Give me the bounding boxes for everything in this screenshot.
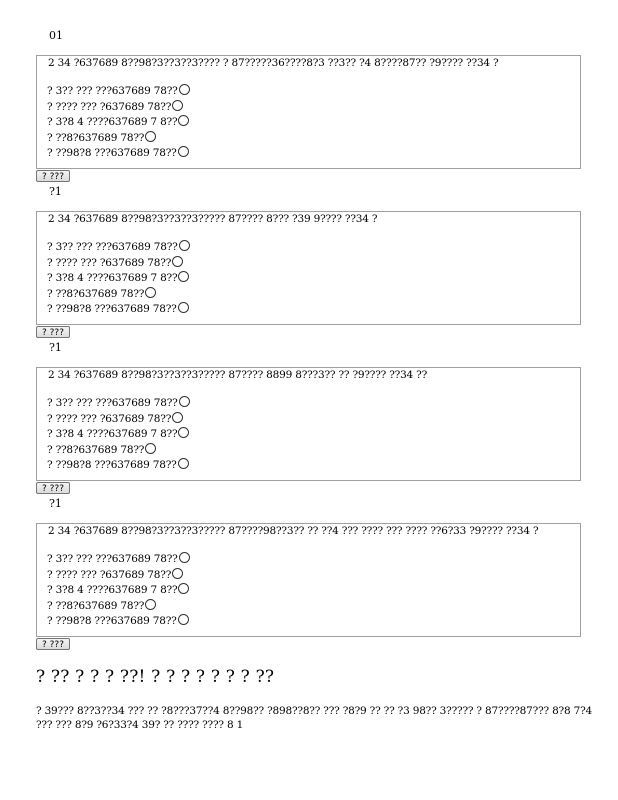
- results-text: ? 39??? 8??3??34 ??? ?? ?8???37??4 8??98?? ?898??8?? ??? ?8?9 ?? ?? ?3 98?? 3????? ? 87????87??? 8?8 7?4 ??? ??? 8?9 ?6?33?4 39? ?? ???? ???? 8 1: [36, 705, 592, 731]
- option-label: ? ???? ??? ?637689 78??: [47, 256, 172, 269]
- option-label: ? ??98?8 ???637689 78??: [47, 147, 177, 159]
- radio-button[interactable]: [178, 146, 189, 157]
- option-label: ? 3?8 4 ????637689 7 8??: [47, 584, 178, 596]
- option-item[interactable]: [47, 427, 190, 443]
- radio-button[interactable]: [179, 240, 190, 251]
- results-heading: ? ?? ? ? ? ??! ? ? ? ? ? ? ? ??: [36, 667, 275, 687]
- options-list: [47, 240, 190, 318]
- question-counter: ?1: [49, 341, 62, 354]
- radio-button[interactable]: [179, 552, 190, 563]
- option-item[interactable]: [47, 412, 190, 428]
- option-label: ? ??98?8 ???637689 78??: [47, 459, 177, 471]
- option-label: ? 3?? ??? ???637689 78??: [47, 241, 178, 253]
- option-item[interactable]: [47, 458, 190, 474]
- option-item[interactable]: [47, 256, 190, 272]
- option-item[interactable]: [47, 84, 190, 100]
- option-label: ? 3?8 4 ????637689 7 8??: [47, 272, 178, 284]
- option-label: ? ??8?637689 78??: [47, 443, 145, 456]
- option-label: ? ??8?637689 78??: [47, 287, 145, 300]
- submit-button[interactable]: ? ???: [36, 170, 70, 182]
- option-label: ? ???? ??? ?637689 78??: [47, 412, 172, 425]
- question-counter: ?1: [49, 185, 62, 198]
- question-box: [36, 523, 581, 637]
- option-label: ? 3?8 4 ????637689 7 8??: [47, 116, 178, 128]
- radio-button[interactable]: [178, 614, 189, 625]
- question-text: 2 34 ?637689 8??98?3??3??3???? ? 87?????36????8?3 ??3?? ?4 8????87?? ?9???? ??34 ?: [48, 57, 499, 69]
- option-item[interactable]: [47, 271, 190, 287]
- radio-button[interactable]: [145, 443, 156, 454]
- option-item[interactable]: [47, 131, 190, 147]
- radio-button[interactable]: [172, 256, 183, 267]
- radio-button[interactable]: [178, 427, 189, 438]
- option-item[interactable]: [47, 552, 190, 568]
- option-item[interactable]: [47, 599, 190, 615]
- option-item[interactable]: [47, 302, 190, 318]
- question-counter: ?1: [49, 497, 62, 510]
- option-item[interactable]: [47, 146, 190, 162]
- options-list: [47, 84, 190, 162]
- radio-button[interactable]: [172, 568, 183, 579]
- option-label: ? ??8?637689 78??: [47, 599, 145, 612]
- question-text: 2 34 ?637689 8??98?3??3??3????? 87???? 8??? ?39 9???? ??34 ?: [48, 213, 378, 225]
- option-item[interactable]: [47, 287, 190, 303]
- radio-button[interactable]: [145, 599, 156, 610]
- option-item[interactable]: [47, 240, 190, 256]
- submit-button[interactable]: ? ???: [36, 638, 70, 650]
- question-box: [36, 55, 581, 169]
- option-item[interactable]: [47, 396, 190, 412]
- option-item[interactable]: [47, 568, 190, 584]
- submit-button[interactable]: ? ???: [36, 326, 70, 338]
- option-label: ? 3?8 4 ????637689 7 8??: [47, 428, 178, 440]
- option-item[interactable]: [47, 583, 190, 599]
- option-label: ? ???? ??? ?637689 78??: [47, 568, 172, 581]
- radio-button[interactable]: [179, 84, 190, 95]
- question-box: [36, 211, 581, 325]
- option-label: ? 3?? ??? ???637689 78??: [47, 85, 178, 97]
- radio-button[interactable]: [178, 458, 189, 469]
- page-top-label: 01: [49, 29, 63, 42]
- radio-button[interactable]: [179, 396, 190, 407]
- option-label: ? ??98?8 ???637689 78??: [47, 303, 177, 315]
- radio-button[interactable]: [172, 100, 183, 111]
- radio-button[interactable]: [178, 302, 189, 313]
- radio-button[interactable]: [145, 131, 156, 142]
- option-item[interactable]: [47, 443, 190, 459]
- option-item[interactable]: [47, 614, 190, 630]
- radio-button[interactable]: [178, 271, 189, 282]
- submit-button[interactable]: ? ???: [36, 482, 70, 494]
- radio-button[interactable]: [172, 412, 183, 423]
- radio-button[interactable]: [145, 287, 156, 298]
- options-list: [47, 552, 190, 630]
- option-item[interactable]: [47, 100, 190, 116]
- radio-button[interactable]: [178, 115, 189, 126]
- question-box: [36, 367, 581, 481]
- option-label: ? ??8?637689 78??: [47, 131, 145, 144]
- option-label: ? ???? ??? ?637689 78??: [47, 100, 172, 113]
- question-text: 2 34 ?637689 8??98?3??3??3????? 87???? 8899 8???3?? ?? ?9???? ??34 ??: [48, 369, 428, 381]
- option-item[interactable]: [47, 115, 190, 131]
- question-text: 2 34 ?637689 8??98?3??3??3????? 87????98??3?? ?? ??4 ??? ???? ??? ???? ??6?33 ?9???? ??34 ?: [48, 525, 539, 537]
- options-list: [47, 396, 190, 474]
- radio-button[interactable]: [178, 583, 189, 594]
- option-label: ? 3?? ??? ???637689 78??: [47, 397, 178, 409]
- option-label: ? ??98?8 ???637689 78??: [47, 615, 177, 627]
- option-label: ? 3?? ??? ???637689 78??: [47, 553, 178, 565]
